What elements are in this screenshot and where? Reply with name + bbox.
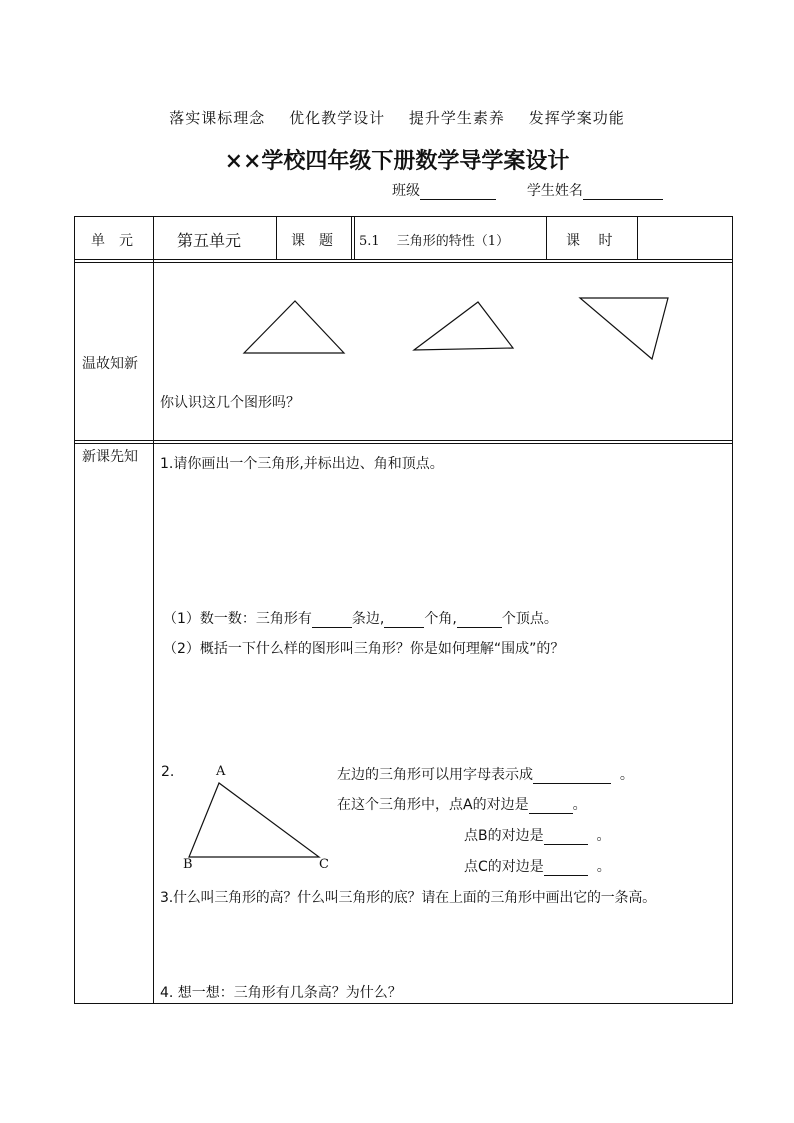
motto-3: 提升学生素养 xyxy=(408,109,505,127)
unit-label: 单 元 xyxy=(91,233,133,249)
topic-label: 课 题 xyxy=(291,233,333,249)
question-2-number: 2. xyxy=(161,764,175,780)
q2-line2-text: 在这个三角形中，点A的对边是 xyxy=(337,797,529,813)
side-a-blank[interactable] xyxy=(529,799,573,814)
review-label: 温故知新 xyxy=(82,356,138,372)
preview-label: 新课先知 xyxy=(82,449,138,465)
q2-line3-end: 。 xyxy=(596,828,611,844)
q2-line3-text: 点B的对边是 xyxy=(464,828,544,844)
triangle-abc-shape xyxy=(189,783,319,857)
question-2-line-3 xyxy=(464,825,611,845)
class-label: 班级 xyxy=(392,183,420,199)
motto-1: 落实课标理念 xyxy=(169,109,266,127)
q2-line4-text: 点C的对边是 xyxy=(464,859,544,875)
page-title: ××学校四年级下册数学导学案设计 xyxy=(224,148,570,174)
motto-2: 优化教学设计 xyxy=(289,109,386,127)
unit-value: 第五单元 xyxy=(177,231,242,250)
review-question: 你认识这几个图形吗？ xyxy=(160,395,300,411)
question-4: 4. 想一想：三角形有几条高？为什么？ xyxy=(160,985,402,1001)
q1a-text-4: 个顶点。 xyxy=(501,611,558,627)
q1a-text-1: （1）数一数：三角形有 xyxy=(163,611,312,627)
q1a-text-3: 个角, xyxy=(424,611,457,627)
q2-line2-end: 。 xyxy=(572,797,587,813)
topic-value: 5.1 三角形的特性（1） xyxy=(359,234,510,249)
question-2-line-2 xyxy=(337,794,587,814)
motto-4: 发挥学案功能 xyxy=(528,109,625,127)
question-2-line-4 xyxy=(464,856,611,876)
q1a-text-2: 条边, xyxy=(351,611,385,627)
vertex-b-label: B xyxy=(183,857,193,872)
q2-line1-end: 。 xyxy=(619,767,634,783)
side-b-blank[interactable] xyxy=(544,830,588,845)
question-2-line-1 xyxy=(337,764,634,784)
vertex-a-label: A xyxy=(216,764,226,779)
question-1: 1.请你画出一个三角形,并标出边、角和顶点。 xyxy=(160,456,444,472)
q2-line1-text: 左边的三角形可以用字母表示成 xyxy=(337,767,533,783)
q2-line4-end: 。 xyxy=(596,859,611,875)
side-c-blank[interactable] xyxy=(544,861,588,876)
triangle-name-blank[interactable] xyxy=(533,769,611,784)
vertex-c-label: C xyxy=(319,857,329,872)
period-label: 课 时 xyxy=(566,233,613,249)
name-label: 学生姓名 xyxy=(526,183,583,199)
question-1b: （2）概括一下什么样的图形叫三角形？你是如何理解“围成”的？ xyxy=(163,641,565,657)
question-3: 3.什么叫三角形的高？什么叫三角形的底？请在上面的三角形中画出它的一条高。 xyxy=(160,890,656,906)
